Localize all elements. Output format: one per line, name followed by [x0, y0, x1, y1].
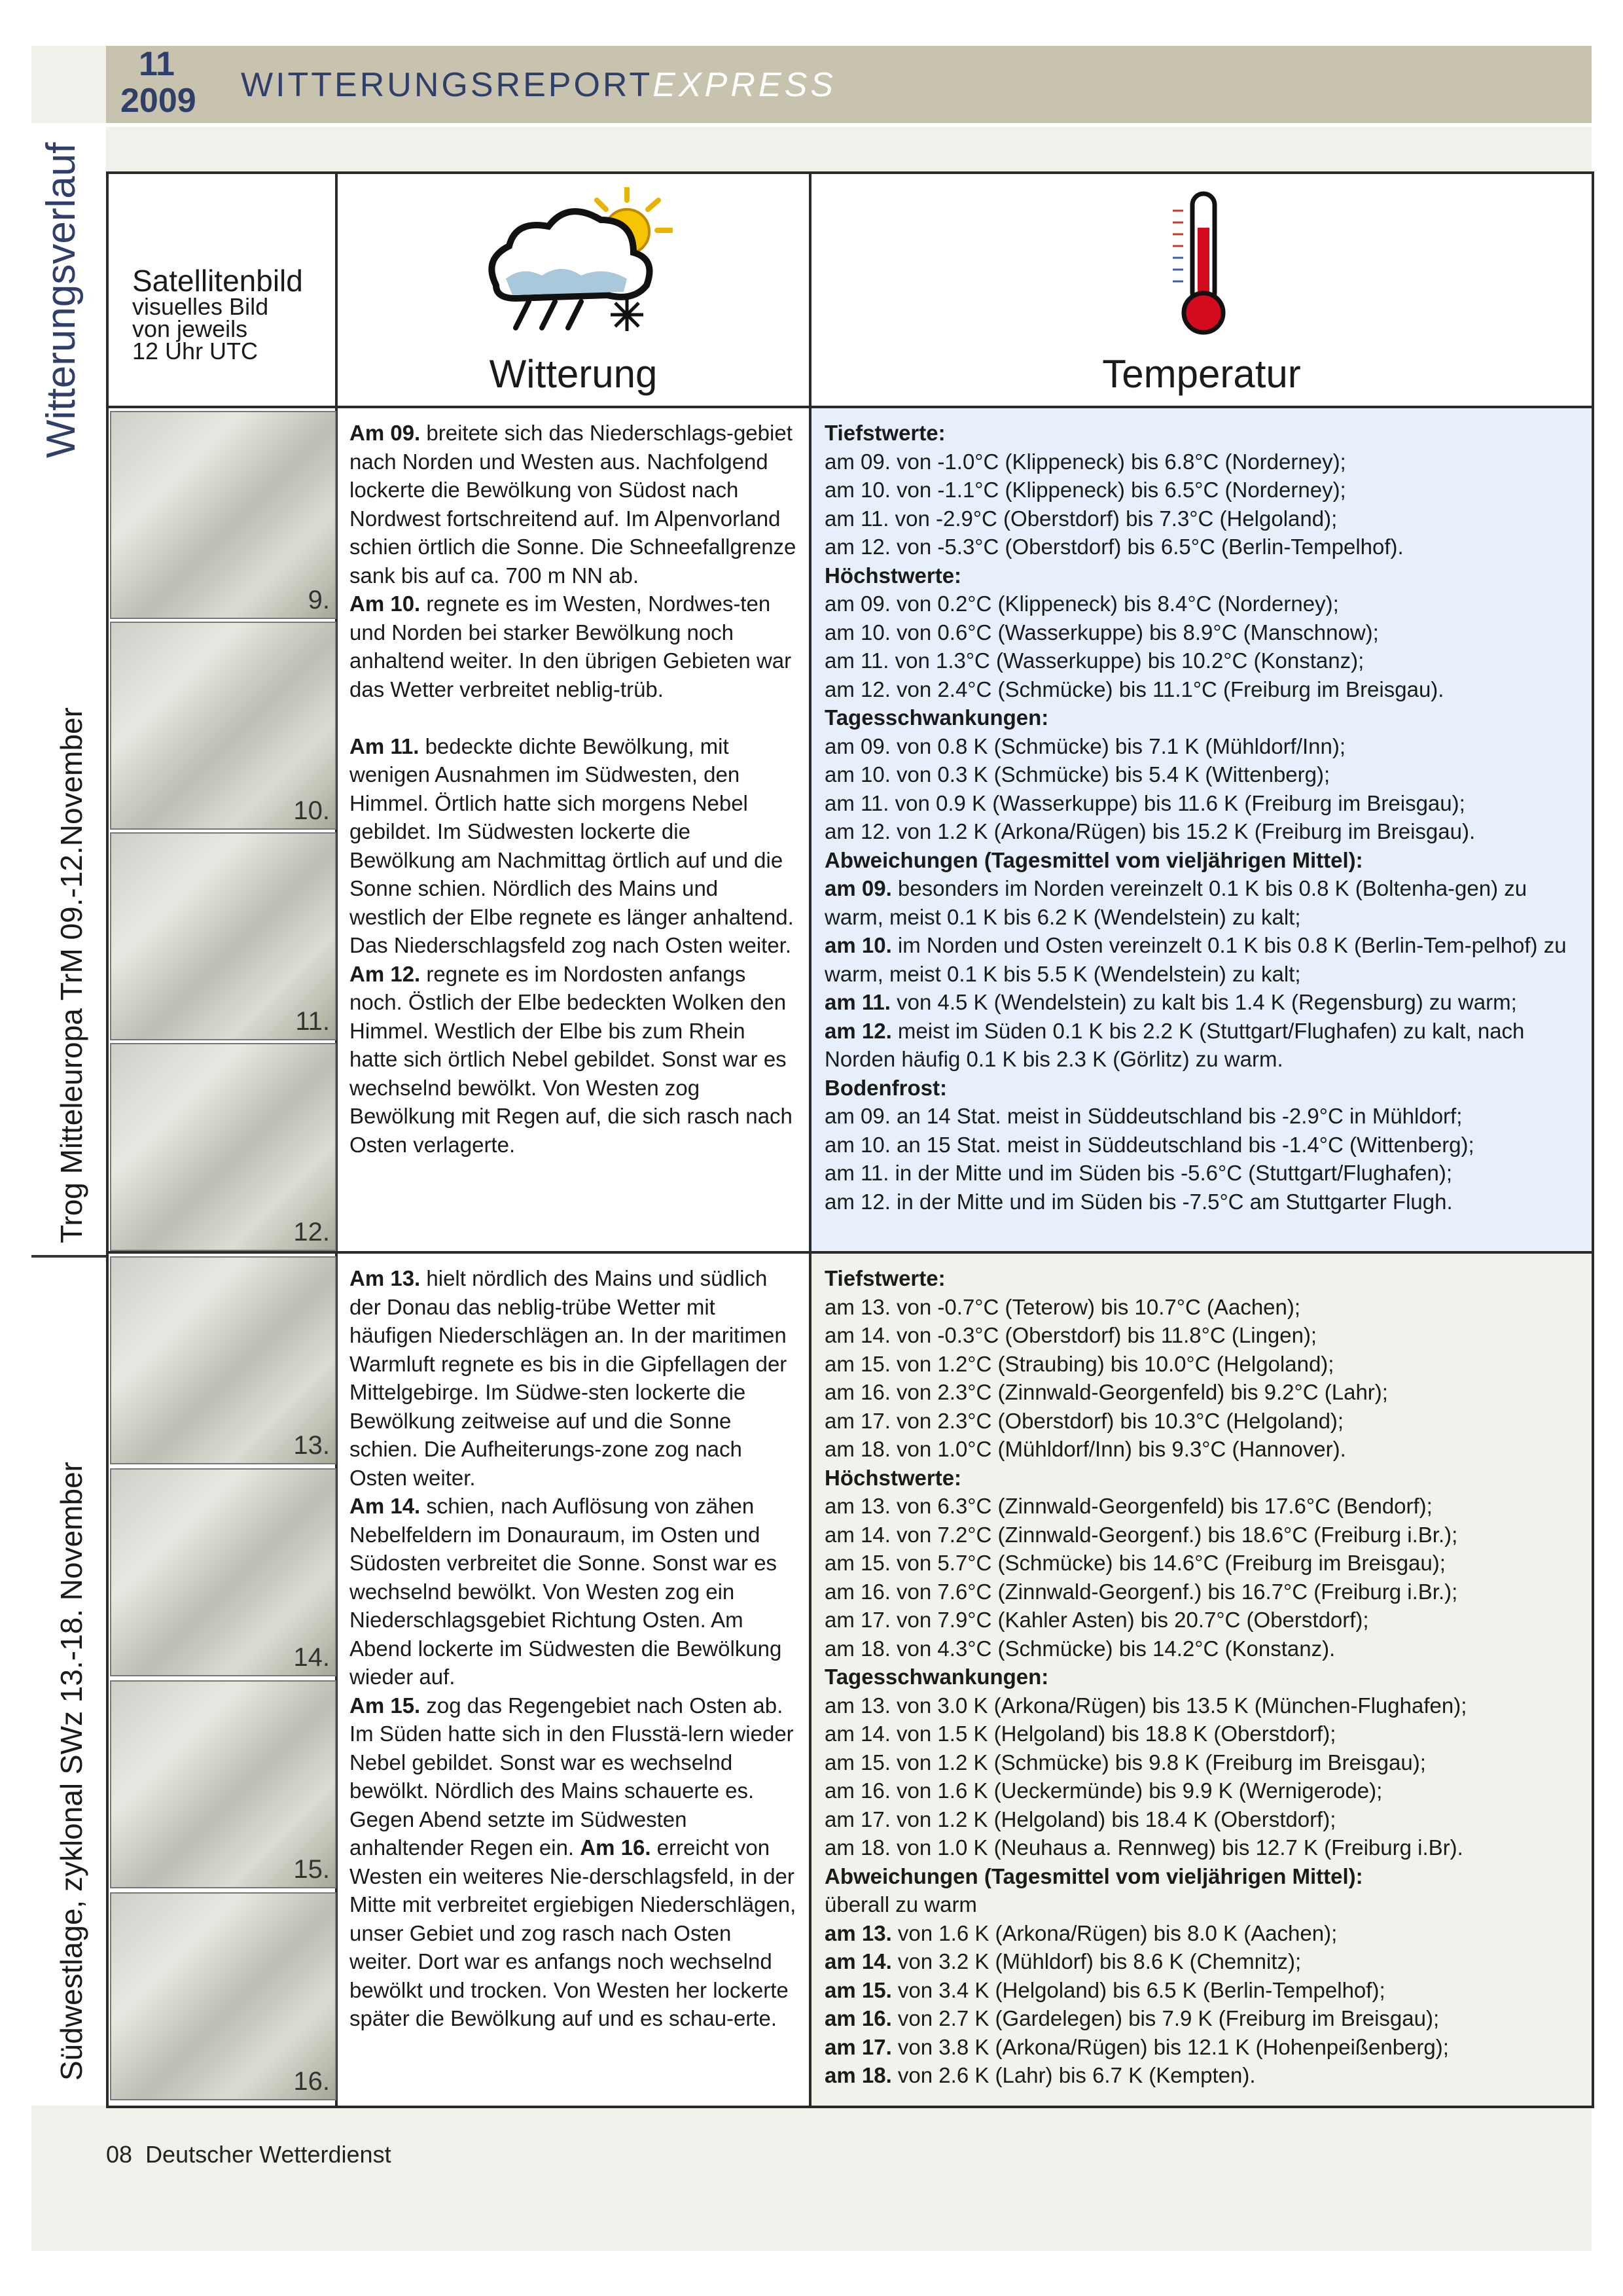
satellite-label: 10.: [293, 796, 330, 825]
day-label: am 15.: [825, 1977, 892, 2002]
temperatur-text-2: [810, 1252, 1593, 2107]
satellite-column-1: [107, 407, 336, 1252]
satellite-sub-2: von jeweils: [132, 315, 248, 342]
day-label: am 16.: [825, 2006, 892, 2030]
temp-line: [825, 2061, 1578, 2090]
temp-line: am 11. von -2.9°C (Oberstdorf) bis 7.3°C (Helgoland);: [825, 506, 1338, 531]
day-text: meist im Süden 0.1 K bis 2.2 K (Stuttgart/Flughafen) zu kalt, nach Norden häufig 0.1 K bis 2.3 K (Görlitz) zu warm.: [825, 1018, 1525, 1071]
tiefstwerte-heading: Tiefstwerte:: [825, 1266, 946, 1290]
temp-line: am 17. von 2.3°C (Oberstdorf) bis 10.3°C (Helgoland);: [825, 1408, 1344, 1433]
satellite-label: 16.: [293, 2067, 330, 2096]
page-footer: [106, 2141, 391, 2168]
temp-line: am 09. von 0.2°C (Klippeneck) bis 8.4°C (Norderney);: [825, 592, 1339, 616]
day-paragraph: [349, 960, 797, 1159]
issue-year: 2009: [120, 82, 196, 120]
report-title-express: EXPRESS: [652, 66, 836, 104]
day-text: von 3.2 K (Mühldorf) bis 8.6 K (Chemnitz);: [891, 1949, 1302, 1973]
temp-line: am 15. von 1.2°C (Straubing) bis 10.0°C (Helgoland);: [825, 1351, 1334, 1376]
period-divider: [31, 1255, 106, 1258]
satellite-image-16: [110, 1892, 336, 2100]
temp-line: am 18. von 1.0 K (Neuhaus a. Rennweg) bis 12.7 K (Freiburg i.Br).: [825, 1835, 1463, 1860]
period-label-1: Trog Mitteleuropa TrM 09.-12.November: [54, 707, 88, 1243]
day-text: schien, nach Auflösung von zähen Nebelfeldern im Donauraum, im Osten und Südosten verbreitet die Sonne. Sonst war es wechselnd bewölkt. Von Westen zog ein Niederschlagsgebiet Richtung Osten. Am Abend lockerte im Südwesten die Bewölkung wieder auf.: [349, 1494, 782, 1689]
witterung-header: [336, 173, 810, 407]
temp-line: am 18. von 1.0°C (Mühldorf/Inn) bis 9.3°C (Hannover).: [825, 1437, 1346, 1461]
satellite-title: Satellitenbild: [132, 264, 303, 298]
day-text: regnete es im Nordosten anfangs noch. Östlich der Elbe bedeckten Wolken den Himmel. Westlich der Elbe bis zum Rhein hatte sich örtlich Nebel gebildet. Sonst war es wechselnd bewölkt. Von Westen zog Bewölkung mit Regen auf, die sich rasch nach Osten verlagerte.: [349, 961, 793, 1157]
table-header-row: [107, 173, 1593, 407]
header-divider: [106, 123, 1592, 127]
day-label: am 13.: [825, 1920, 892, 1945]
day-label: am 09.: [825, 876, 892, 900]
abweichungen-heading: Abweichungen (Tagesmittel vom vieljährigen Mittel):: [825, 847, 1363, 872]
satellite-image-12: [110, 1043, 336, 1251]
day-label: am 17.: [825, 2034, 892, 2059]
day-label: Am 15.: [349, 1693, 421, 1718]
day-text: von 3.4 K (Helgoland) bis 6.5 K (Berlin-Tempelhof);: [891, 1977, 1385, 2002]
publisher: Deutscher Wetterdienst: [145, 2141, 391, 2168]
day-text: bedeckte dichte Bewölkung, mit wenigen Ausnahmen im Südwesten, den Himmel. Örtlich hatte sich morgens Nebel gebildet. Im Südwesten lockerte die Bewölkung am Nachmittag örtlich auf und die Sonne schien. Nördlich des Mains und westlich der Elbe regnete es länger anhaltend. Das Niederschlagsfeld zog nach Osten weiter.: [349, 733, 794, 957]
day-text: von 4.5 K (Wendelstein) zu kalt bis 1.4 K (Regensburg) zu warm;: [890, 990, 1517, 1014]
satellite-image-13: [110, 1256, 336, 1464]
thermometer-icon: [1164, 188, 1242, 339]
temp-line: am 11. von 1.3°C (Wasserkuppe) bis 10.2°C (Konstanz);: [825, 648, 1364, 673]
day-label: Am 16.: [580, 1835, 651, 1860]
temp-line: am 15. von 1.2 K (Schmücke) bis 9.8 K (Freiburg im Breisgau);: [825, 1750, 1426, 1775]
satellite-label: 12.: [293, 1218, 330, 1246]
day-label: am 14.: [825, 1949, 892, 1973]
day-text: regnete es im Westen, Nordwes-ten und Norden bei starker Bewölkung noch anhaltend weiter. In den übrigen Gebieten war das Wetter verbreitet neblig-trüb.: [349, 592, 792, 701]
temp-line: am 10. von 0.3 K (Schmücke) bis 5.4 K (Wittenberg);: [825, 762, 1330, 786]
temp-line: am 18. von 4.3°C (Schmücke) bis 14.2°C (Konstanz).: [825, 1636, 1336, 1661]
temp-line: [825, 2004, 1578, 2033]
temp-line: [825, 1976, 1578, 2005]
day-label: Am 11.: [349, 733, 419, 758]
day-text: im Norden und Osten vereinzelt 0.1 K bis 0.8 K (Berlin-Tem-pelhof) zu warm, meist 0.1 K bis 5.5 K (Wendelstein) zu kalt;: [825, 933, 1567, 986]
temp-line: [825, 1919, 1578, 1948]
satellite-label: 11.: [295, 1007, 330, 1036]
temp-line: [825, 1017, 1578, 1074]
satellite-label: 13.: [293, 1431, 330, 1460]
temp-line: am 12. von 2.4°C (Schmücke) bis 11.1°C (Freiburg im Breisgau).: [825, 677, 1444, 701]
temp-line: am 09. von -1.0°C (Klippeneck) bis 6.8°C (Norderney);: [825, 449, 1346, 474]
temp-line: am 14. von 1.5 K (Helgoland) bis 18.8 K (Oberstdorf);: [825, 1722, 1336, 1746]
satellite-sub-3: 12 Uhr UTC: [132, 338, 259, 364]
tiefstwerte-heading: Tiefstwerte:: [825, 421, 946, 445]
day-label: am 18.: [825, 2063, 892, 2087]
satellite-label: 9.: [308, 586, 330, 614]
section-label: Witterungsverlauf: [39, 142, 84, 458]
temp-line: am 13. von 3.0 K (Arkona/Rügen) bis 13.5 K (München-Flughafen);: [825, 1693, 1467, 1718]
witterung-text-1: [336, 407, 810, 1252]
period-label-2: Südwestlage, zyklonal SWz 13.-18. November: [54, 1462, 88, 2081]
temp-line: am 10. an 15 Stat. meist in Süddeutschland bis -1.4°C (Wittenberg);: [825, 1132, 1474, 1157]
temperatur-header: [810, 173, 1593, 407]
day-text: besonders im Norden vereinzelt 0.1 K bis 0.8 K (Boltenha-gen) zu warm, meist 0.1 K bis 6.2 K (Wendelstein) zu kalt;: [825, 876, 1527, 929]
temp-line: am 13. von -0.7°C (Teterow) bis 10.7°C (Aachen);: [825, 1294, 1301, 1319]
day-text: hielt nördlich des Mains und südlich der Donau das neblig-trübe Wetter mit häufigen Niederschlägen an. In der maritimen Warmluft regnete es bis in die Gipfellagen der Mittelgebirge. Im Südwe-sten lockerte die Bewölkung zeitweise auf und die Sonne schien. Die Aufheiterungs-zone zog nach Osten weiter.: [349, 1266, 787, 1490]
day-label: Am 14.: [349, 1494, 421, 1518]
satellite-label: 14.: [293, 1643, 330, 1672]
day-label: Am 12.: [349, 961, 421, 986]
day-text: von 1.6 K (Arkona/Rügen) bis 8.0 K (Aachen);: [891, 1920, 1338, 1945]
temp-line: am 17. von 7.9°C (Kahler Asten) bis 20.7°C (Oberstdorf);: [825, 1608, 1369, 1632]
temp-line: [825, 988, 1578, 1017]
schwankungen-heading: Tagesschwankungen:: [825, 705, 1049, 730]
temp-line: am 12. von -5.3°C (Oberstdorf) bis 6.5°C (Berlin-Tempelhof).: [825, 535, 1404, 559]
satellite-header: [107, 173, 336, 407]
temp-line: [825, 931, 1578, 988]
temp-line: am 14. von 7.2°C (Zinnwald-Georgenf.) bis 18.6°C (Freiburg i.Br.);: [825, 1522, 1458, 1547]
bodenfrost-heading: Bodenfrost:: [825, 1075, 947, 1100]
day-paragraph: [349, 732, 797, 960]
temp-line: am 10. von 0.6°C (Wasserkuppe) bis 8.9°C (Manschnow);: [825, 620, 1379, 645]
report-title-main: WITTERUNGSREPORT: [241, 66, 653, 104]
day-text: zog das Regengebiet nach Osten ab. Im Süden hatte sich in den Flusstä-lern wieder Nebel gebildet. Sonst war es wechselnd bewölkt. Nördlich des Mains schauerte es. Gegen Abend setzte im Südwesten anhaltender Regen ein.: [349, 1693, 794, 1860]
temp-line: am 13. von 6.3°C (Zinnwald-Georgenfeld) bis 17.6°C (Bendorf);: [825, 1494, 1433, 1518]
satellite-image-15: [110, 1680, 336, 1888]
day-text: von 3.8 K (Arkona/Rügen) bis 12.1 K (Hohenpeißenberg);: [891, 2034, 1449, 2059]
witterung-label: Witterung: [489, 352, 658, 396]
day-label: am 11.: [825, 990, 891, 1014]
temp-line: am 15. von 5.7°C (Schmücke) bis 14.6°C (Freiburg im Breisgau);: [825, 1551, 1446, 1575]
day-text: erreicht von Westen ein weiteres Nie-derschlagsfeld, in der Mitte mit verbreitet ergiebigen Niederschlägen, unser Gebiet und zog rasch nach Osten weiter. Dort war es anfangs noch wechselnd bewölkt und trocken. Von Westen her lockerte später die Bewölkung auf und es schau-erte.: [349, 1835, 796, 2030]
hoechstwerte-heading: Höchstwerte:: [825, 1465, 962, 1490]
day-text: von 2.6 K (Lahr) bis 6.7 K (Kempten).: [891, 2063, 1256, 2087]
temp-line: am 16. von 2.3°C (Zinnwald-Georgenfeld) bis 9.2°C (Lahr);: [825, 1380, 1388, 1404]
temp-line: am 09. an 14 Stat. meist in Süddeutschland bis -2.9°C in Mühldorf;: [825, 1104, 1463, 1128]
temp-line: am 16. von 1.6 K (Ueckermünde) bis 9.9 K (Wernigerode);: [825, 1778, 1383, 1803]
temp-line: überall zu warm: [825, 1892, 977, 1916]
temp-line: [825, 874, 1578, 931]
period-row-1: [107, 407, 1593, 1252]
temp-line: [825, 2033, 1578, 2062]
satellite-column-2: [107, 1252, 336, 2107]
temp-line: am 09. von 0.8 K (Schmücke) bis 7.1 K (Mühldorf/Inn);: [825, 733, 1346, 758]
satellite-image-10: [110, 622, 336, 830]
temp-line: am 16. von 7.6°C (Zinnwald-Georgenf.) bis 16.7°C (Freiburg i.Br.);: [825, 1579, 1458, 1604]
day-label: am 12.: [825, 1018, 892, 1043]
day-label: Am 10.: [349, 592, 421, 616]
temp-line: am 11. in der Mitte und im Süden bis -5.6°C (Stuttgart/Flughafen);: [825, 1161, 1453, 1185]
satellite-label: 15.: [293, 1855, 330, 1884]
day-text: breitete sich das Niederschlags-gebiet nach Norden und Westen aus. Nachfolgend lockerte die Bewölkung von Südost nach Nordwest fortschreitend auf. Im Alpenvorland schien örtlich die Sonne. Die Schneefallgrenze sank bis auf ca. 700 m NN ab.: [349, 421, 796, 588]
day-text: von 2.7 K (Gardelegen) bis 7.9 K (Freiburg im Breisgau);: [891, 2006, 1440, 2030]
temp-line: am 12. in der Mitte und im Süden bis -7.5°C am Stuttgarter Flugh.: [825, 1189, 1453, 1214]
day-label: Am 09.: [349, 421, 421, 445]
day-paragraph: [349, 1264, 797, 1492]
abweichungen-heading: Abweichungen (Tagesmittel vom vieljährigen Mittel):: [825, 1863, 1363, 1888]
period-row-2: [107, 1252, 1593, 2107]
day-paragraph: [349, 1691, 797, 2033]
hoechstwerte-heading: Höchstwerte:: [825, 563, 962, 588]
temp-line: am 10. von -1.1°C (Klippeneck) bis 6.5°C (Norderney);: [825, 478, 1346, 502]
weather-cloud-sun-icon: [476, 187, 673, 344]
temperatur-text-1: [810, 407, 1593, 1252]
issue-number: 11: [139, 45, 175, 83]
day-paragraph: [349, 590, 797, 703]
satellite-image-14: [110, 1468, 336, 1676]
day-label: am 10.: [825, 933, 892, 957]
temp-line: am 17. von 1.2 K (Helgoland) bis 18.4 K (Oberstdorf);: [825, 1807, 1336, 1831]
spacer: [349, 703, 797, 732]
day-paragraph: [349, 419, 797, 590]
satellite-image-9: [110, 411, 336, 619]
temp-line: am 12. von 1.2 K (Arkona/Rügen) bis 15.2 K (Freiburg im Breisgau).: [825, 819, 1476, 843]
weather-table: [106, 171, 1594, 2108]
satellite-sub-1: visuelles Bild: [132, 293, 269, 320]
schwankungen-heading: Tagesschwankungen:: [825, 1665, 1049, 1689]
report-title: [241, 65, 836, 105]
page-number: 08: [106, 2141, 133, 2168]
temperatur-label: Temperatur: [1102, 352, 1301, 396]
witterung-text-2: [336, 1252, 810, 2107]
temp-line: am 14. von -0.3°C (Oberstdorf) bis 11.8°C (Lingen);: [825, 1323, 1317, 1347]
day-label: Am 13.: [349, 1266, 421, 1290]
day-paragraph: [349, 1492, 797, 1691]
temp-line: am 11. von 0.9 K (Wasserkuppe) bis 11.6 K (Freiburg im Breisgau);: [825, 790, 1465, 815]
satellite-image-11: [110, 832, 336, 1040]
temp-line: [825, 1947, 1578, 1976]
